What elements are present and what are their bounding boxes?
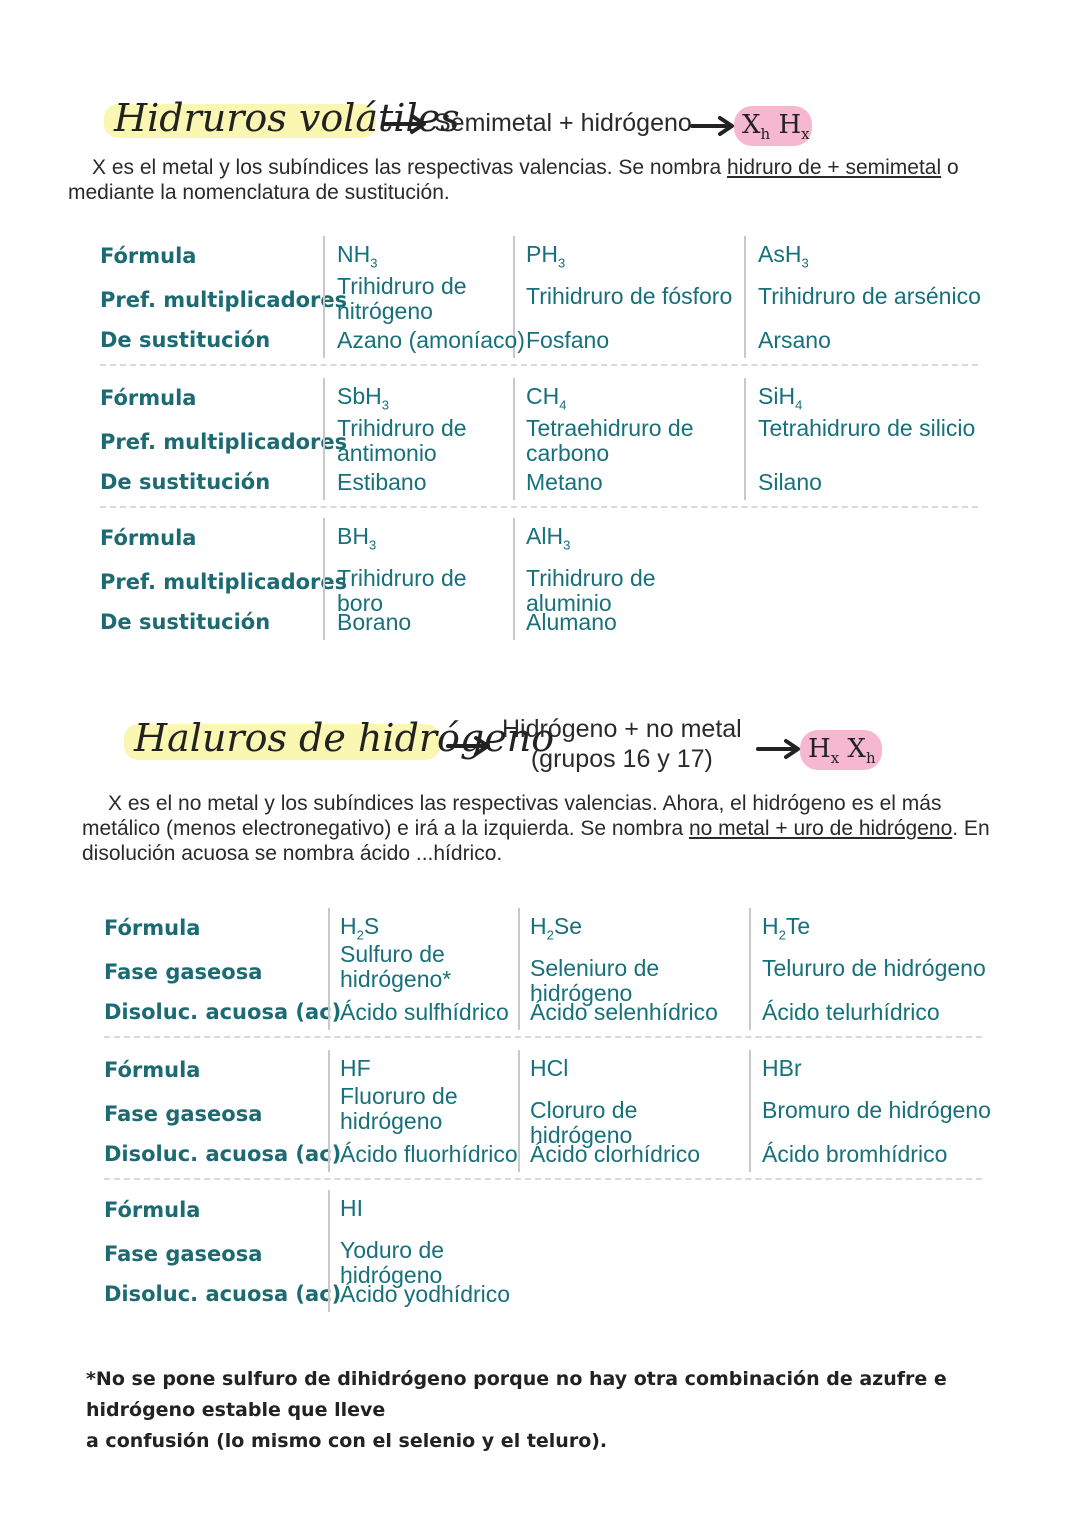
aqueous-name-cell: Ácido selenhídrico xyxy=(530,999,718,1025)
substitution-name-cell: Arsano xyxy=(758,327,831,353)
arrow-icon xyxy=(382,112,432,136)
row-divider xyxy=(104,1036,982,1038)
formula-cell: $H_2Te$ xyxy=(762,913,811,943)
row-label: De sustitución xyxy=(100,328,271,352)
row-label: Fórmula xyxy=(104,916,201,940)
column-divider xyxy=(323,518,325,640)
section2-arrow-text-line2: (grupos 16 y 17) xyxy=(530,745,713,773)
row-label: Fase gaseosa xyxy=(104,960,263,984)
formula-cell: $BH_3$ xyxy=(337,523,377,553)
column-divider xyxy=(328,1050,330,1172)
section2-title: Haluros de hidrógeno xyxy=(134,716,555,760)
substitution-name-cell: Borano xyxy=(337,609,412,635)
aqueous-name-cell: Ácido clorhídrico xyxy=(530,1141,701,1167)
prefix-name-cell: Trihidruro de fósforo xyxy=(526,283,733,309)
row-label: Disoluc. acuosa (ac) xyxy=(104,1000,342,1024)
formula-cell: $H_2S$ xyxy=(340,913,380,943)
row-label: Fórmula xyxy=(100,244,197,268)
arrow-icon xyxy=(690,114,740,138)
footnote-line1: *No se pone sulfuro de dihidrógeno porque no hay otra combinación de azufre e hidrógeno estable que lleve xyxy=(86,1368,947,1421)
formula-cell: AsH$_3$ xyxy=(758,241,809,271)
column-divider xyxy=(323,378,325,500)
section2-arrow-text-line1: Hidrógeno + no metal xyxy=(502,715,742,743)
row-divider xyxy=(100,506,978,508)
row-label: Pref. multiplicadores xyxy=(100,288,348,312)
row-label: De sustitución xyxy=(100,610,271,634)
row-label: Pref. multiplicadores xyxy=(100,430,348,454)
formula-cell: SbH$_3$ xyxy=(337,383,389,413)
section2-general-formula: $H_x$ $X_h$ xyxy=(808,734,876,768)
column-divider xyxy=(328,1190,330,1312)
prefix-name-cell: Trihidruro de aluminio xyxy=(526,565,656,616)
formula-cell: HCl xyxy=(530,1055,569,1081)
aqueous-name-cell: Ácido fluorhídrico xyxy=(340,1141,518,1167)
prefix-name-cell: Tetrahidruro de silicio xyxy=(758,415,976,441)
prefix-name-cell: Tetraehidruro de carbono xyxy=(526,415,694,466)
substitution-name-cell: Alumano xyxy=(526,609,617,635)
section2-arrow-text xyxy=(502,714,742,774)
gas-name-cell: Fluoruro de hidrógeno xyxy=(340,1083,458,1134)
gas-name-cell: Seleniuro de hidrógeno xyxy=(530,955,660,1006)
footnote-line2: a confusión (lo mismo con el selenio y el teluro). xyxy=(86,1430,608,1452)
formula-cell: $NH_3$ xyxy=(337,241,378,271)
prefix-name-cell: Trihidruro de nitrógeno xyxy=(337,273,467,324)
section1-general-formula: $X_h$ $H_x$ xyxy=(742,110,810,144)
row-label: Disoluc. acuosa (ac) xyxy=(104,1282,342,1306)
column-divider xyxy=(328,908,330,1030)
aqueous-name-cell: Ácido yodhídrico xyxy=(340,1281,511,1307)
formula-cell: HI xyxy=(340,1195,363,1221)
section2-description: X es el no metal y los subíndices las respectivas valencias. Ahora, el hidrógeno es el más metálico (menos electronegativo) e irá a la izquierda. Se nombra no metal + uro de hidrógeno. En disolución acuosa se nombra ácido ...hídrico. xyxy=(82,792,990,865)
row-label: Fase gaseosa xyxy=(104,1102,263,1126)
formula-cell: $CH_4$ xyxy=(526,383,567,413)
row-label: Fase gaseosa xyxy=(104,1242,263,1266)
row-divider xyxy=(100,364,978,366)
gas-name-cell: Yoduro de hidrógeno xyxy=(340,1237,445,1288)
formula-cell: AlH$_3$ xyxy=(526,523,571,553)
aqueous-name-cell: Ácido telurhídrico xyxy=(762,999,940,1025)
row-label: De sustitución xyxy=(100,470,271,494)
gas-name-cell: Bromuro de hidrógeno xyxy=(762,1097,991,1123)
substitution-name-cell: Fosfano xyxy=(526,327,610,353)
section1-arrow-text: Semimetal + hidrógeno xyxy=(434,109,692,137)
formula-cell: $H_2Se$ xyxy=(530,913,582,943)
aqueous-name-cell: Ácido bromhídrico xyxy=(762,1141,948,1167)
gas-name-cell: Sulfuro de hidrógeno* xyxy=(340,941,452,992)
row-label: Pref. multiplicadores xyxy=(100,570,348,594)
row-divider xyxy=(104,1178,982,1180)
arrow-icon xyxy=(756,737,806,761)
substitution-name-cell: Estibano xyxy=(337,469,427,495)
footnote xyxy=(86,1364,1046,1457)
formula-cell: HF xyxy=(340,1055,371,1081)
section1-title: Hidruros volátiles xyxy=(114,96,460,140)
prefix-name-cell: Trihidruro de boro xyxy=(337,565,467,616)
row-label: Fórmula xyxy=(100,386,197,410)
aqueous-name-cell: Ácido sulfhídrico xyxy=(340,999,509,1025)
formula-cell: HBr xyxy=(762,1055,802,1081)
column-divider xyxy=(323,236,325,358)
formula-cell: SiH$_4$ xyxy=(758,383,803,413)
gas-name-cell: Telururo de hidrógeno xyxy=(762,955,986,981)
row-label: Fórmula xyxy=(100,526,197,550)
arrow-icon xyxy=(446,734,496,758)
gas-name-cell: Cloruro de hidrógeno xyxy=(530,1097,638,1148)
formula-cell: $PH_3$ xyxy=(526,241,566,271)
prefix-name-cell: Trihidruro de arsénico xyxy=(758,283,981,309)
section1-description: X es el metal y los subíndices las respectivas valencias. Se nombra hidruro de + semimetal o mediante la nomenclatura de sustitución. xyxy=(68,156,959,204)
row-label: Fórmula xyxy=(104,1058,201,1082)
substitution-name-cell: Metano xyxy=(526,469,603,495)
prefix-name-cell: Trihidruro de antimonio xyxy=(337,415,467,466)
substitution-name-cell: Silano xyxy=(758,469,822,495)
row-label: Fórmula xyxy=(104,1198,201,1222)
row-label: Disoluc. acuosa (ac) xyxy=(104,1142,342,1166)
substitution-name-cell: Azano (amoníaco) xyxy=(337,327,525,353)
